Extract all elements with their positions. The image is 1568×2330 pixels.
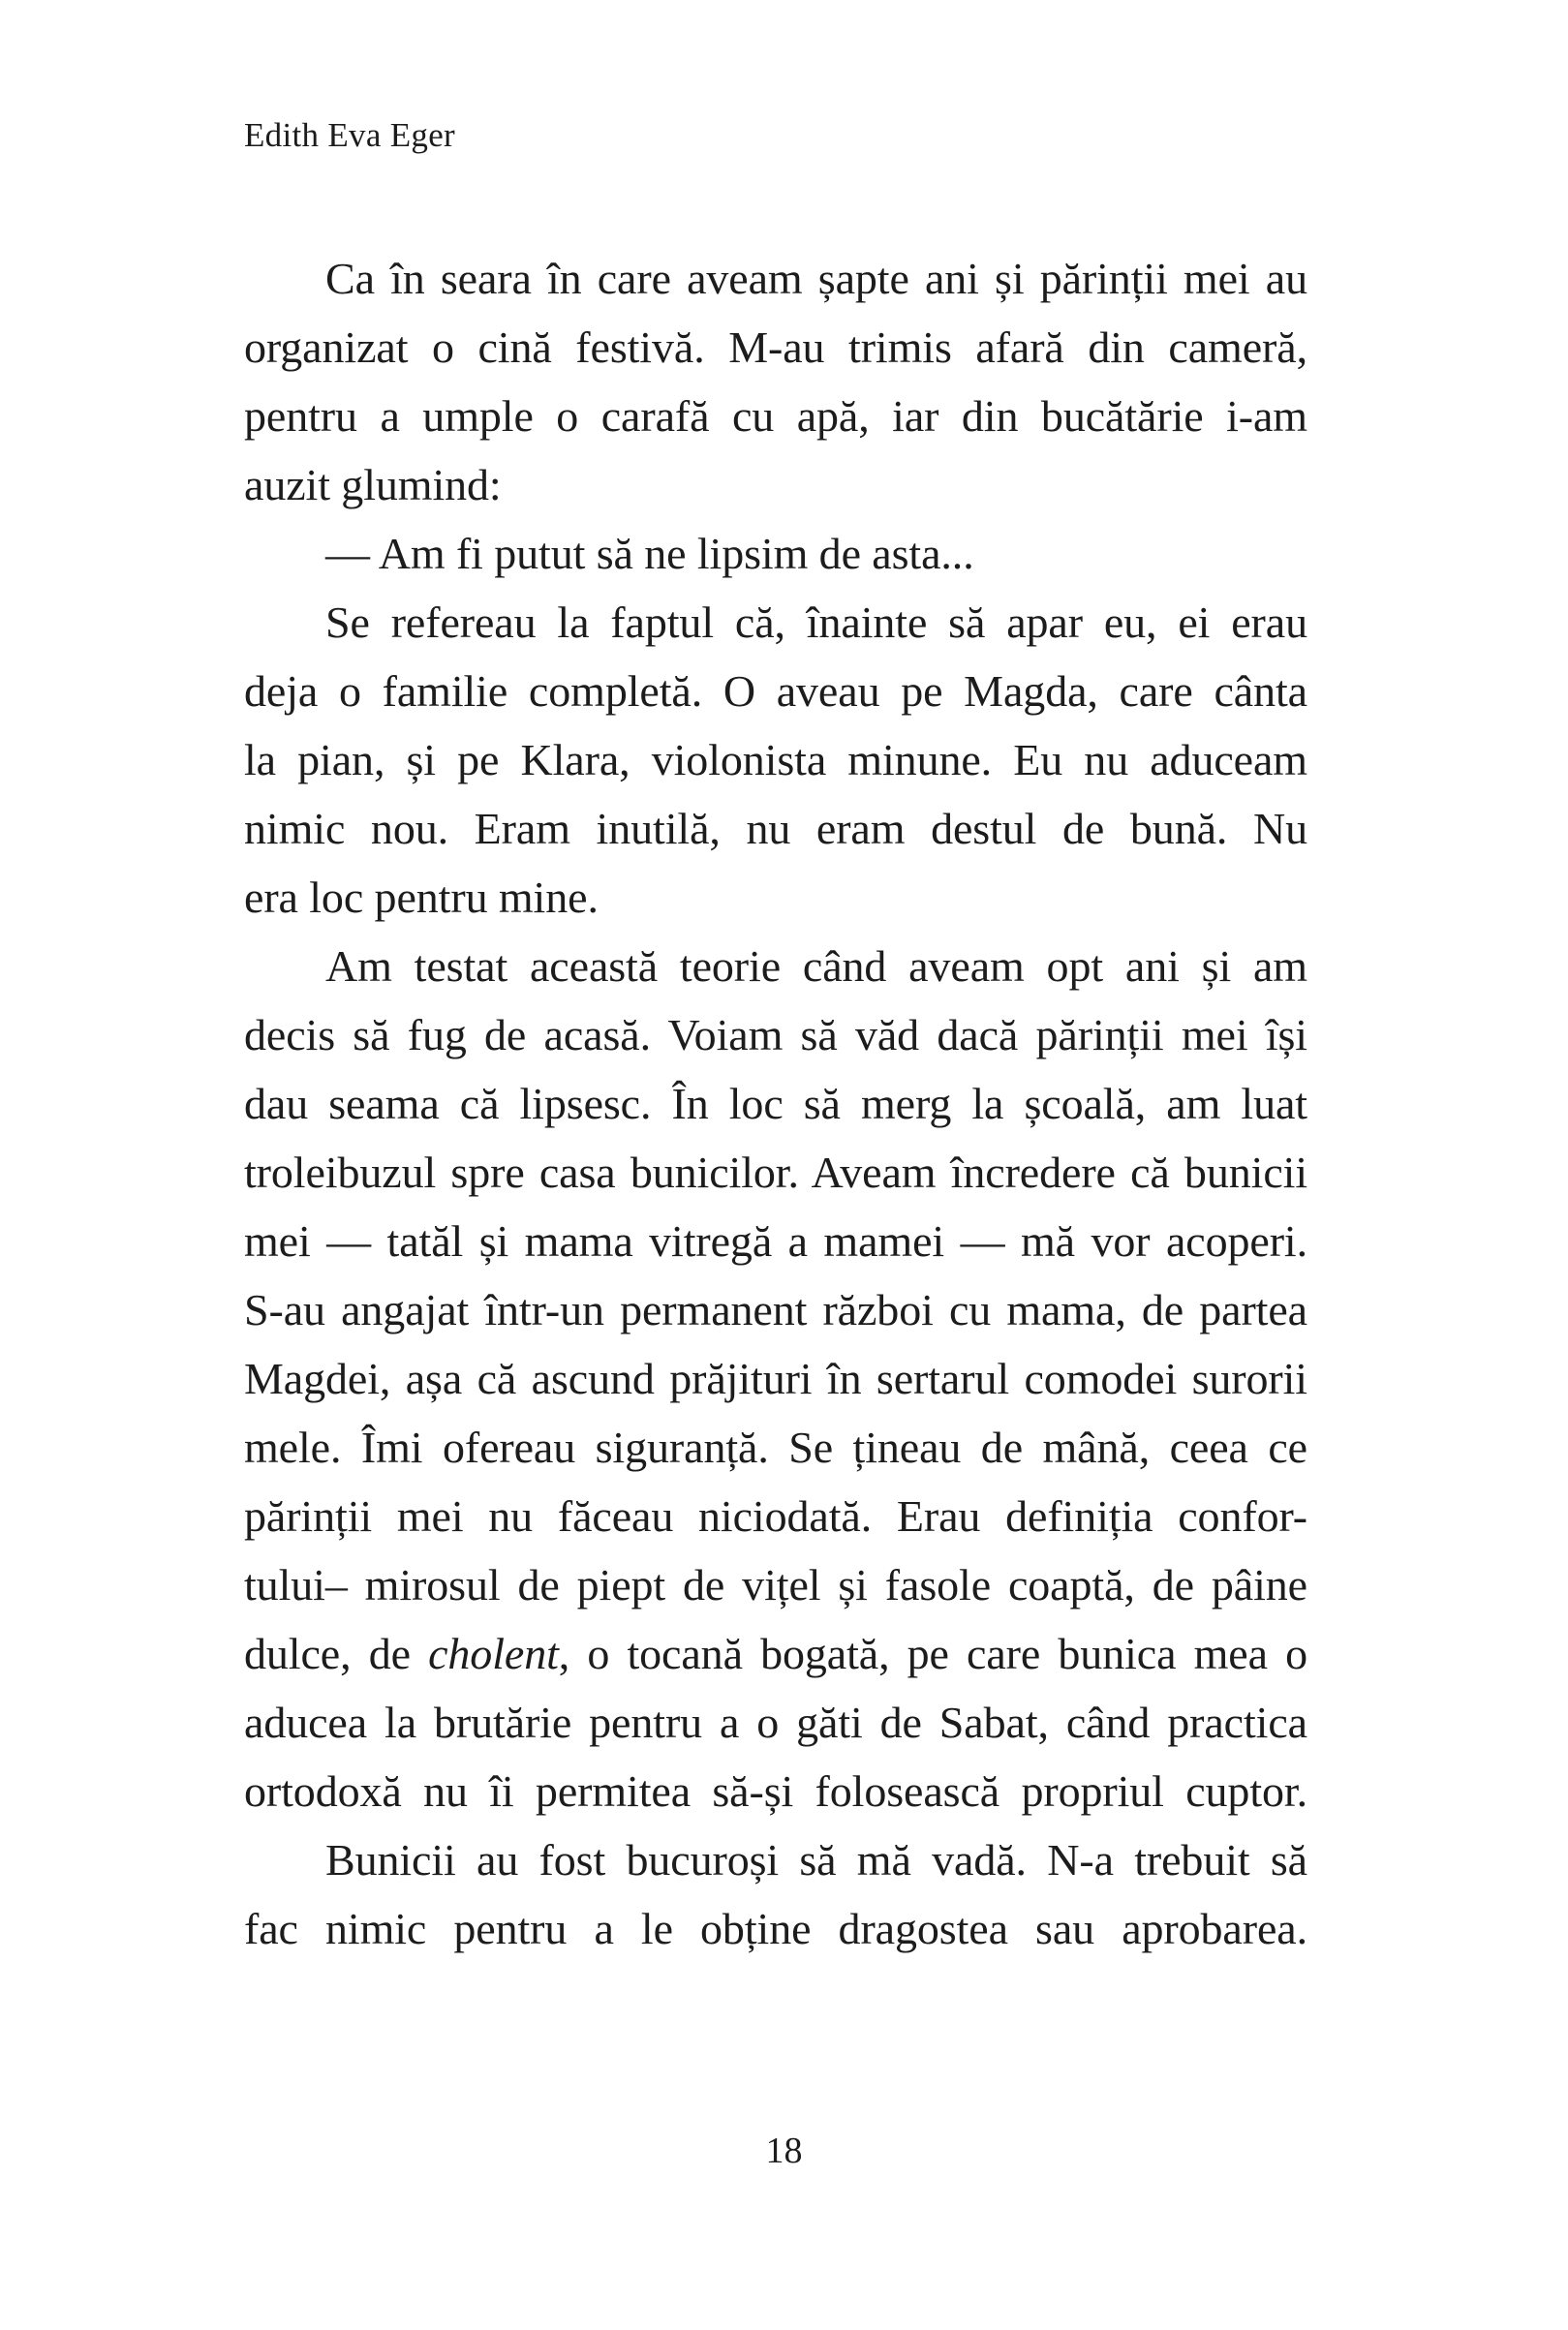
text-line: era loc pentru mine.: [244, 873, 599, 922]
text-line: organizat o cină festivă. M-au trimis afară din cameră,: [244, 322, 1307, 372]
text-line: dau seama că lipsesc. În loc să merg la școală, am luat: [244, 1079, 1307, 1128]
text-line: aducea la brutărie pentru a o găti de Sabat, când practica: [244, 1698, 1307, 1747]
text-line: mei — tatăl și mama vitregă a mamei — mă vor acoperi.: [244, 1216, 1307, 1266]
text-line: — Am fi putut să ne lipsim de asta...: [325, 529, 974, 578]
text-line: Bunicii au fost bucuroși să mă vadă. N-a trebuit să: [325, 1835, 1307, 1885]
text-line: ortodoxă nu îi permitea să-și folosească propriul cuptor.: [244, 1766, 1307, 1816]
text-line: Magdei, așa că ascund prăjituri în sertarul comodei surorii: [244, 1354, 1307, 1403]
text-line: Se refereau la faptul că, înainte să apar eu, ei erau: [325, 598, 1307, 647]
paragraph-4: [244, 932, 1307, 1825]
text-fragment: , o tocană bogată, pe care bunica mea o: [558, 1629, 1307, 1678]
text-line: Ca în seara în care aveam șapte ani și părinții mei au: [325, 254, 1307, 303]
text-line: decis să fug de acasă. Voiam să văd dacă părinții mei își: [244, 1010, 1307, 1059]
text-line: troleibuzul spre casa bunicilor. Aveam încredere că bunicii: [244, 1148, 1307, 1197]
paragraph-5: [244, 1825, 1307, 1963]
text-line: fac nimic pentru a le obține dragostea sau aprobarea.: [244, 1904, 1307, 1953]
text-line: la pian, și pe Klara, violonista minune. Eu nu aduceam: [244, 735, 1307, 784]
text-line: nimic nou. Eram inutilă, nu eram destul de bună. Nu: [244, 804, 1307, 853]
text-line: deja o familie completă. O aveau pe Magda, care cânta: [244, 666, 1307, 716]
text-line: părinții mei nu făceau niciodată. Erau definiția confor-: [244, 1491, 1307, 1541]
page-number: 18: [765, 2131, 803, 2171]
body-text: [244, 244, 1307, 1963]
paragraph-3: [244, 588, 1307, 932]
text-line-with-italic: [244, 1619, 1307, 1688]
text-line: tului– mirosul de piept de vițel și fasole coaptă, de pâine: [244, 1560, 1307, 1610]
text-fragment: dulce, de: [244, 1629, 429, 1678]
running-header-author: Edith Eva Eger: [244, 116, 456, 154]
text-line: auzit glumind:: [244, 460, 502, 509]
text-line: S-au angajat într-un permanent război cu mama, de partea: [244, 1285, 1307, 1334]
text-line: pentru a umple o carafă cu apă, iar din bucătărie i-am: [244, 391, 1307, 441]
italic-term: cholent: [428, 1629, 559, 1678]
text-line: Am testat această teorie când aveam opt ani și am: [325, 941, 1307, 991]
text-line: mele. Îmi ofereau siguranță. Se țineau de mână, ceea ce: [244, 1423, 1307, 1472]
paragraph-2-dialogue: [244, 519, 1307, 588]
paragraph-1: [244, 244, 1307, 519]
